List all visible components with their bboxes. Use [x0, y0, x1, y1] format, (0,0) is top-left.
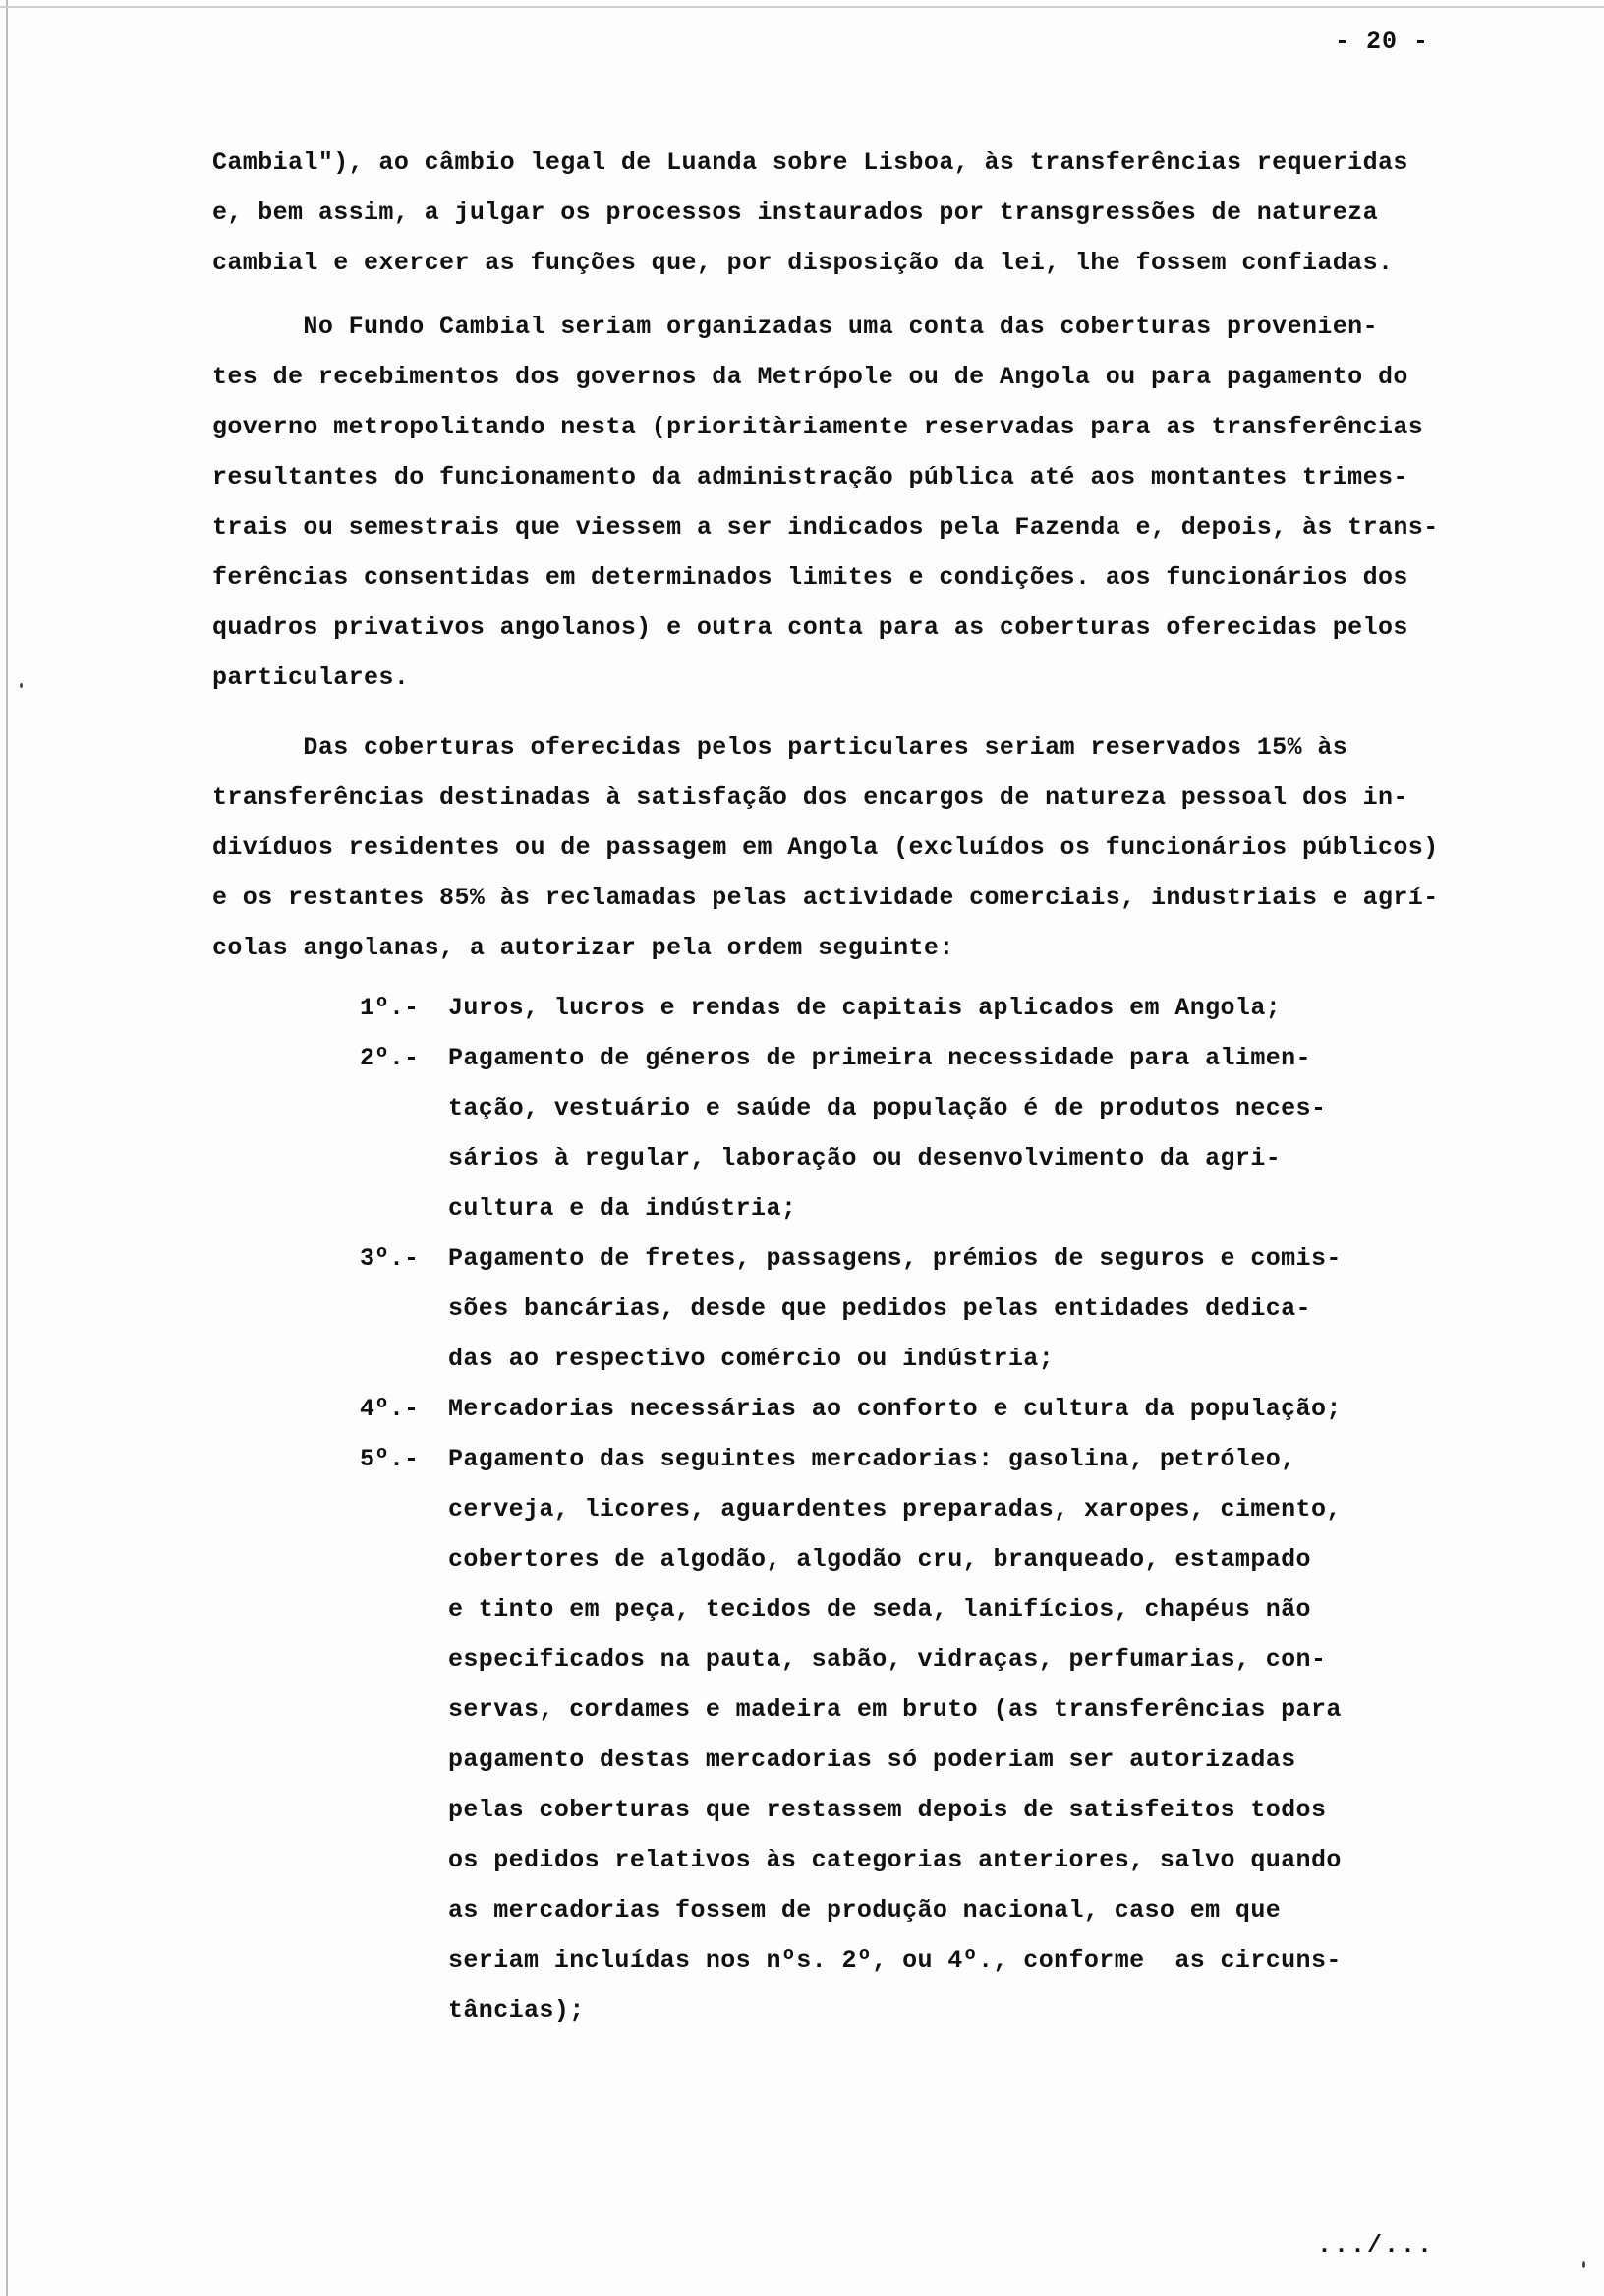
paragraph-3 — [212, 722, 1529, 973]
paragraph-1 — [212, 138, 1529, 288]
list-item-number: 4º.- — [360, 1395, 420, 1423]
paragraph-line: e os restantes 85% às reclamadas pelas actividade comerciais, industriais e agrí- — [212, 884, 1439, 912]
list-item — [360, 983, 1529, 1033]
list-item-line: cerveja, licores, aguardentes preparadas, xaropes, cimento, — [448, 1495, 1342, 1523]
list-item-line: cultura e da indústria; — [448, 1194, 797, 1223]
list-item — [360, 1384, 1529, 1434]
list-item-line: sários à regular, laboração ou desenvolvimento da agri- — [448, 1144, 1282, 1173]
list-item-number: 1º.- — [360, 994, 420, 1022]
list-item-line: tação, vestuário e saúde da população é de produtos neces- — [448, 1094, 1327, 1122]
list-item-line: cobertores de algodão, algodão cru, branqueado, estampado — [448, 1545, 1311, 1574]
list-item-line: servas, cordames e madeira em bruto (as transferências para — [448, 1695, 1342, 1724]
scan-speck — [1582, 2261, 1585, 2268]
scan-left-edge — [6, 0, 8, 2296]
paragraph-line: e, bem assim, a julgar os processos instaurados por transgressões de natureza — [212, 199, 1378, 227]
list-item-number: 3º.- — [360, 1244, 420, 1273]
list-item-line: os pedidos relativos às categorias anteriores, salvo quando — [448, 1846, 1342, 1874]
numbered-list — [360, 983, 1529, 2036]
paragraph-line: ferências consentidas em determinados limites e condições. aos funcionários dos — [212, 563, 1408, 592]
list-item-number: 2º.- — [360, 1044, 420, 1072]
list-item-line: Pagamento de fretes, passagens, prémios de seguros e comis- — [448, 1244, 1342, 1273]
list-item-line: e tinto em peça, tecidos de seda, lanifícios, chapéus não — [448, 1595, 1311, 1624]
list-item-number: 5º.- — [360, 1445, 420, 1473]
paragraph-line: Cambial"), ao câmbio legal de Luanda sobre Lisboa, às transferências requeridas — [212, 148, 1408, 177]
paragraph-2 — [212, 302, 1529, 703]
list-item-line: tâncias); — [448, 1996, 585, 2025]
list-item-line: Juros, lucros e rendas de capitais aplicados em Angola; — [448, 994, 1282, 1022]
paragraph-line: Das coberturas oferecidas pelos particulares seriam reservados 15% às — [212, 733, 1348, 762]
list-item-line: Mercadorias necessárias ao conforto e cultura da população; — [448, 1395, 1342, 1423]
list-item-line: Pagamento de géneros de primeira necessidade para alimen- — [448, 1044, 1311, 1072]
list-item-line: especificados na pauta, sabão, vidraças, perfumarias, con- — [448, 1645, 1327, 1674]
paragraph-line: divíduos residentes ou de passagem em Angola (excluídos os funcionários públicos) — [212, 833, 1439, 862]
continuation-mark: .../... — [1317, 2231, 1435, 2260]
scan-speck — [20, 683, 23, 688]
list-item-line: sões bancárias, desde que pedidos pelas entidades dedica- — [448, 1294, 1311, 1323]
paragraph-line: transferências destinadas à satisfação dos encargos de natureza pessoal dos in- — [212, 783, 1408, 812]
list-item-line: pelas coberturas que restassem depois de satisfeitos todos — [448, 1796, 1327, 1824]
paragraph-line: cambial e exercer as funções que, por disposição da lei, lhe fossem confiadas. — [212, 249, 1394, 277]
list-item-line: das ao respectivo comércio ou indústria; — [448, 1345, 1055, 1373]
paragraph-line: colas angolanas, a autorizar pela ordem seguinte: — [212, 934, 954, 962]
paragraph-line: particulares. — [212, 663, 410, 692]
list-item-line: Pagamento das seguintes mercadorias: gasolina, petróleo, — [448, 1445, 1296, 1473]
paragraph-line: governo metropolitando nesta (prioritàriamente reservadas para as transferências — [212, 413, 1424, 441]
paragraph-line: tes de recebimentos dos governos da Metrópole ou de Angola ou para pagamento do — [212, 363, 1408, 391]
paragraph-line: resultantes do funcionamento da administração pública até aos montantes trimes- — [212, 463, 1408, 491]
list-item-line: as mercadorias fossem de produção nacional, caso em que — [448, 1896, 1282, 1924]
paragraph-line: quadros privativos angolanos) e outra conta para as coberturas oferecidas pelos — [212, 613, 1408, 642]
page-number: - 20 - — [1335, 28, 1430, 56]
list-item — [360, 1033, 1529, 1234]
scan-top-edge — [0, 6, 1604, 8]
list-item — [360, 1234, 1529, 1384]
paragraph-line: No Fundo Cambial seriam organizadas uma conta das coberturas provenien- — [212, 313, 1378, 341]
list-item-line: pagamento destas mercadorias só poderiam ser autorizadas — [448, 1746, 1296, 1774]
paragraph-line: trais ou semestrais que viessem a ser indicados pela Fazenda e, depois, às trans- — [212, 513, 1439, 542]
list-item-line: seriam incluídas nos nºs. 2º, ou 4º., conforme as circuns- — [448, 1946, 1342, 1975]
list-item — [360, 1434, 1529, 2036]
